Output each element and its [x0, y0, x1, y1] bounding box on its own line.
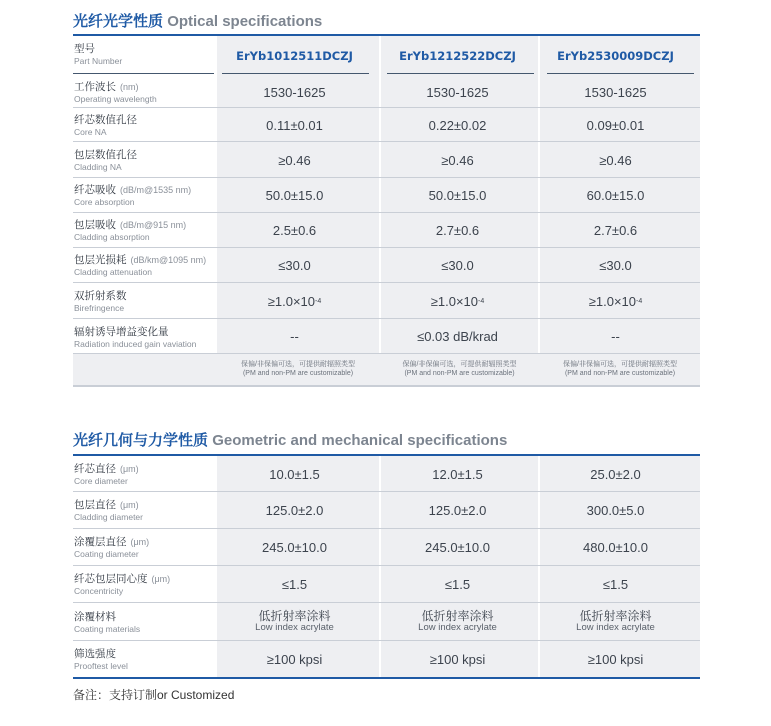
geo-row-cladding-diameter — [73, 492, 700, 529]
cell-value: 0.22±0.02 — [428, 117, 487, 133]
geo-row-prooftest — [73, 641, 700, 678]
optical-row-wavelength — [73, 76, 700, 108]
row-unit: (dB/m@915 nm) — [120, 220, 187, 230]
pm-note-3: 保偏/非保偏可选，可提供耐辐照类型 (PM and non-PM are customizable) — [563, 361, 677, 377]
optical-row-birefringence — [73, 283, 700, 319]
row-label-en: Concentricity — [74, 586, 124, 596]
optical-title-cn: 光纤光学性质 — [73, 13, 164, 30]
cell-value: ≤1.5 — [444, 577, 471, 592]
pm-note-1: 保偏/非保偏可选，可提供耐辐照类型 (PM and non-PM are customizable) — [241, 361, 355, 377]
cell-value: 1530-1625 — [426, 84, 489, 100]
cell-value: 低折射率涂料 Low index acrylate — [418, 609, 497, 633]
cell-value: ≥100 kpsi — [587, 652, 644, 667]
row-unit: (μm) — [120, 500, 139, 510]
cell-value: 245.0±10.0 — [425, 540, 490, 555]
cell-value: 低折射率涂料 Low index acrylate — [576, 609, 655, 633]
exponent: -4 — [636, 297, 643, 305]
cell-value: -- — [290, 329, 299, 344]
cell-value: ≤0.03 dB/krad — [417, 329, 498, 344]
geometric-bottom-rule — [73, 677, 700, 679]
cell-value: 125.0±2.0 — [265, 503, 324, 518]
part-number-label-en: Part Number — [74, 56, 123, 66]
row-label-cn: 包层光损耗 — [74, 254, 127, 266]
cell-value: 2.5±0.6 — [272, 223, 317, 238]
row-unit: (μm) — [151, 574, 171, 584]
row-label-cn: 工作波长 — [74, 81, 116, 93]
row-label-cn: 纤芯包层同心度 — [74, 573, 148, 585]
cell-value: 10.0±1.5 — [269, 466, 320, 482]
geo-row-coating-diameter — [73, 529, 700, 566]
row-label-en: Core absorption — [74, 197, 135, 207]
cell-value: ≤30.0 — [278, 258, 311, 273]
cell-value: ≥100 kpsi — [266, 652, 323, 667]
cell-value: 低折射率涂料 Low index acrylate — [255, 609, 334, 633]
geometric-title-cn: 光纤几何与力学性质 — [73, 432, 209, 449]
geo-row-core-diameter — [73, 456, 700, 492]
header-rule-2 — [387, 73, 534, 74]
row-label-en: Cladding NA — [74, 162, 122, 172]
row-label-en: Radiation induced gain vaviation — [74, 339, 197, 349]
header-rule-3 — [547, 73, 694, 74]
pm-note-2: 保偏/非保偏可选，可提供耐辐照类型 (PM and non-PM are customizable) — [402, 361, 517, 377]
cell-value: 300.0±5.0 — [586, 503, 645, 518]
header-rule-1 — [222, 73, 369, 74]
cell-value: 2.7±0.6 — [435, 223, 480, 238]
cell-value: ≤30.0 — [599, 258, 632, 273]
cell-value: ≥1.0×10 -4 — [588, 293, 643, 309]
row-unit: (nm) — [120, 82, 139, 92]
row-label-cn: 涂覆层直径 — [74, 536, 127, 548]
optical-header-row — [73, 36, 700, 76]
row-label-en: Operating wavelength — [74, 94, 157, 104]
row-label-cn: 辐射诱导增益变化量 — [74, 326, 169, 338]
row-label-en: Prooftest level — [74, 661, 128, 671]
cell-value: ≥0.46 — [441, 152, 474, 168]
cell-value: 12.0±1.5 — [432, 466, 483, 482]
row-label-cn: 涂覆材料 — [74, 611, 116, 623]
footnote: 备注：支持订制or Customized — [73, 688, 235, 702]
geo-row-coating-materials — [73, 603, 700, 641]
row-label-en: Birefringence — [74, 303, 125, 313]
part-number-1: ErYb1012511DCZJ — [236, 49, 353, 63]
row-label-cn: 纤芯直径 — [74, 463, 116, 475]
row-unit: (dB/km@1095 nm) — [130, 255, 207, 265]
cell-value: ≥1.0×10 -4 — [430, 293, 485, 309]
optical-section-title — [73, 10, 322, 31]
row-label-en: Coating materials — [74, 624, 141, 634]
header-rule-label — [73, 73, 214, 74]
row-label-cn: 双折射系数 — [74, 290, 127, 302]
cell-value: 1530-1625 — [263, 84, 326, 100]
row-unit: (dB/m@1535 nm) — [120, 185, 192, 195]
row-label-cn: 包层吸收 — [74, 219, 116, 231]
cell-value: ≤30.0 — [441, 258, 474, 273]
cell-value: 245.0±10.0 — [262, 540, 327, 555]
row-label-en: Coating diameter — [74, 549, 139, 559]
optical-title-en: Optical specifications — [167, 13, 323, 30]
row-label-en: Cladding diameter — [74, 512, 143, 522]
optical-row-cladding-attenuation — [73, 248, 700, 283]
row-label-cn: 纤芯吸收 — [74, 184, 116, 196]
row-label-cn: 包层直径 — [74, 499, 116, 511]
optical-row-core-absorption — [73, 178, 700, 213]
cell-value: 25.0±2.0 — [590, 466, 641, 482]
exponent: -4 — [478, 297, 485, 305]
cell-value: 50.0±15.0 — [428, 188, 487, 203]
row-label-en: Core diameter — [74, 476, 128, 486]
row-label-cn: 包层数值孔径 — [74, 149, 137, 161]
row-label-cn: 筛选强度 — [74, 648, 116, 660]
part-number-3: ErYb2530009DCZJ — [557, 49, 674, 63]
row-label-en: Cladding attenuation — [74, 267, 152, 277]
cell-value: ≥0.46 — [599, 152, 632, 168]
part-number-label-cn: 型号 — [74, 43, 95, 55]
cell-value: -- — [611, 329, 620, 344]
cell-value: ≥0.46 — [278, 152, 311, 168]
optical-row-radiation-gain — [73, 319, 700, 354]
row-label-cn: 纤芯数值孔径 — [74, 114, 137, 126]
cell-value: ≥1.0×10 -4 — [267, 293, 322, 309]
cell-value: 125.0±2.0 — [428, 503, 487, 518]
cell-value: 2.7±0.6 — [593, 223, 638, 238]
geometric-section-title — [73, 429, 507, 450]
optical-row-core-na — [73, 108, 700, 142]
row-unit: (μm) — [120, 464, 139, 474]
optical-bottom-rule — [73, 385, 700, 387]
cell-value: ≤1.5 — [281, 577, 308, 592]
cell-value: ≥100 kpsi — [429, 652, 486, 667]
optical-row-cladding-na — [73, 142, 700, 178]
row-label-en: Core NA — [74, 127, 107, 137]
exponent: -4 — [315, 297, 322, 305]
cell-value: 0.09±0.01 — [586, 117, 645, 133]
part-number-label — [73, 36, 216, 76]
cell-value: 50.0±15.0 — [265, 188, 324, 203]
part-number-2: ErYb1212522DCZJ — [399, 49, 516, 63]
cell-value: 60.0±15.0 — [586, 188, 645, 203]
optical-row-cladding-absorption — [73, 213, 700, 248]
row-label-en: Cladding absorption — [74, 232, 150, 242]
cell-value: 1530-1625 — [584, 84, 647, 100]
row-unit: (μm) — [130, 537, 150, 547]
geo-row-concentricity — [73, 566, 700, 603]
cell-value: 480.0±10.0 — [583, 540, 648, 555]
cell-value: 0.11±0.01 — [266, 117, 323, 133]
cell-value: ≤1.5 — [602, 577, 629, 592]
geometric-title-en: Geometric and mechanical specifications — [212, 432, 508, 449]
